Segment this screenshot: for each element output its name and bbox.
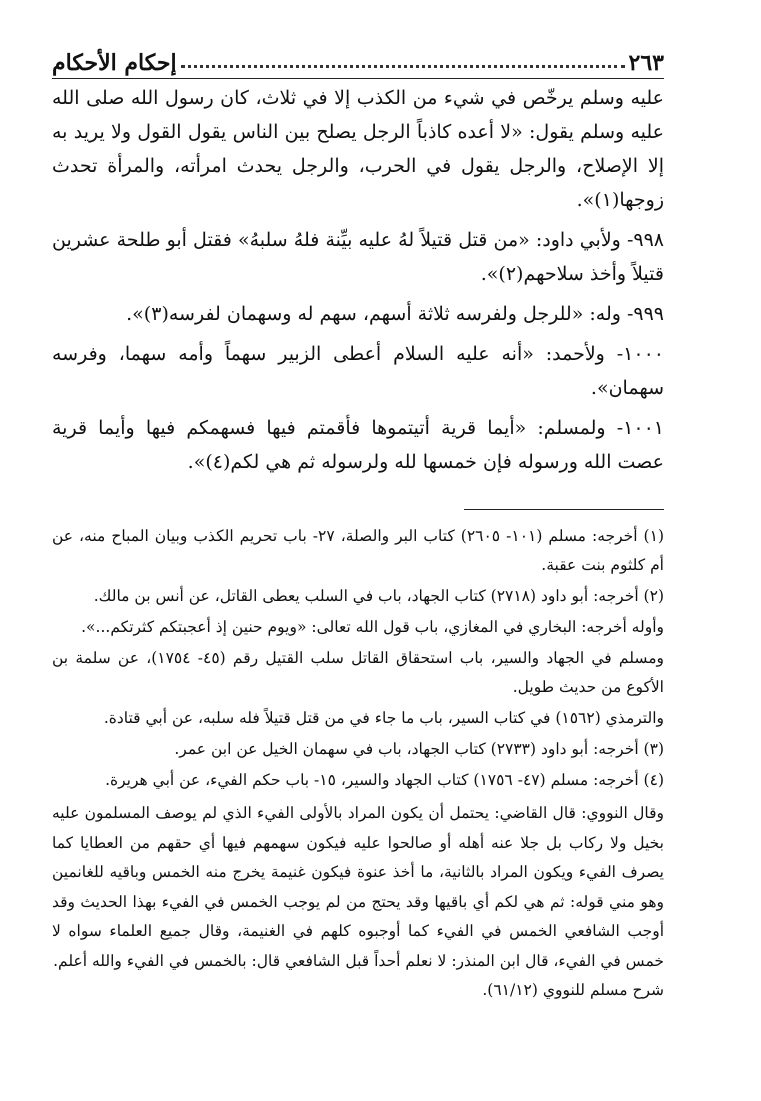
running-title: إحكام الأحكام bbox=[52, 50, 177, 76]
commentary-text: وقال النووي: قال القاضي: يحتمل أن يكون المراد بالأولى الفيء الذي لم يوصف المسلمون عليه بخيل ولا ركاب بل جلا عنه أهله أو صالحوا عليه فيكون سهمهم فيها أي حقهم من العطايا كما يصرف الفيء ويكون المراد بالثانية، ما أخذ عنوة فيكون غنيمة يخرج منه الخمس وباقيه للغانمين وهو مني قوله: ثم هي لكم أي باقيها وقد يحتج من لم يوجب الخمس في الفيء بهذا الحديث وقد أوجب الشافعي الخمس في الفيء كما أوجبوه كلهم في الغنيمة، وقال جميع العلماء سواه لا خمس في الفيء، قال ابن المنذر: لا نعلم أحداً قبل الشافعي قال: بالخمس في الفيء والله أعلم. bbox=[52, 804, 664, 970]
commentary bbox=[52, 799, 664, 1006]
footnote-3: (٣) أخرجه: أبو داود (٢٧٣٣) كتاب الجهاد، باب في سهمان الخيل عن ابن عمر. bbox=[174, 740, 664, 758]
footnote-separator bbox=[464, 509, 664, 510]
paragraph: عليه وسلم يرخّص في شيء من الكذب إلا في ثلاث، كان رسول الله صلى الله عليه وسلم يقول: «لا أعده كاذباً الرجل يصلح بين الناس يقول القول ولا يريد به إلا الإصلاح، والرجل يقول في الحرب، والرجل يحدث امرأته، والمرأة تحدث زوجها(١)». bbox=[52, 87, 664, 211]
hadith-999: ٩٩٩- وله: «للرجل ولفرسه ثلاثة أسهم، سهم له وسهمان لفرسه(٣)». bbox=[126, 303, 664, 325]
footnote-2-cont: وأوله أخرجه: البخاري في المغازي، باب قول الله تعالى: «ويوم حنين إذ أعجبتكم كثرتكم...». bbox=[81, 618, 664, 636]
footnote-2-cont: ومسلم في الجهاد والسير، باب استحقاق القاتل سلب القتيل رقم (٤٥- ١٧٥٤)، عن سلمة بن الأكوع من حديث طويل. bbox=[52, 649, 664, 696]
page-header bbox=[52, 28, 664, 79]
footnote-2: (٢) أخرجه: أبو داود (٢٧١٨) كتاب الجهاد، باب في السلب يعطى القاتل، عن أنس بن مالك. bbox=[93, 587, 664, 605]
hadith-1001: ١٠٠١- ولمسلم: «أيما قرية أتيتموها فأقمتم فيها فسهمكم فيها وأيما قرية عصت الله ورسوله فإن خمسها لله ولرسوله ثم هي لكم(٤)». bbox=[52, 417, 664, 473]
commentary-source: شرح مسلم للنووي (٦١/١٢). bbox=[482, 981, 664, 999]
page-number: ٢٦٣ bbox=[628, 50, 664, 76]
footnote-1: (١) أخرجه: مسلم (١٠١- ٢٦٠٥) كتاب البر والصلة، ٢٧- باب تحريم الكذب وبيان المباح منه، عن أم كلثوم بنت عقبة. bbox=[52, 527, 664, 574]
footnote-2-cont: والترمذي (١٥٦٢) في كتاب السير، باب ما جاء في من قتل قتيلاً فله سلبه، عن أبي قتادة. bbox=[103, 709, 664, 727]
footnotes bbox=[52, 522, 664, 795]
hadith-1000: ١٠٠٠- ولأحمد: «أنه عليه السلام أعطى الزبير سهماً وأمه سهما، وفرسه سهمان». bbox=[52, 343, 664, 399]
footnote-4: (٤) أخرجه: مسلم (٤٧- ١٧٥٦) كتاب الجهاد والسير، ١٥- باب حكم الفيء، عن أبي هريرة. bbox=[105, 771, 664, 789]
book-page bbox=[52, 28, 664, 1006]
main-text bbox=[52, 81, 664, 479]
header-dots bbox=[181, 65, 625, 68]
hadith-998: ٩٩٨- ولأبي داود: «من قتل قتيلاً لهُ عليه بيِّنة فلهُ سلبهُ» فقتل أبو طلحة عشرين قتيلاً وأخذ سلاحهم(٢)». bbox=[52, 229, 664, 285]
